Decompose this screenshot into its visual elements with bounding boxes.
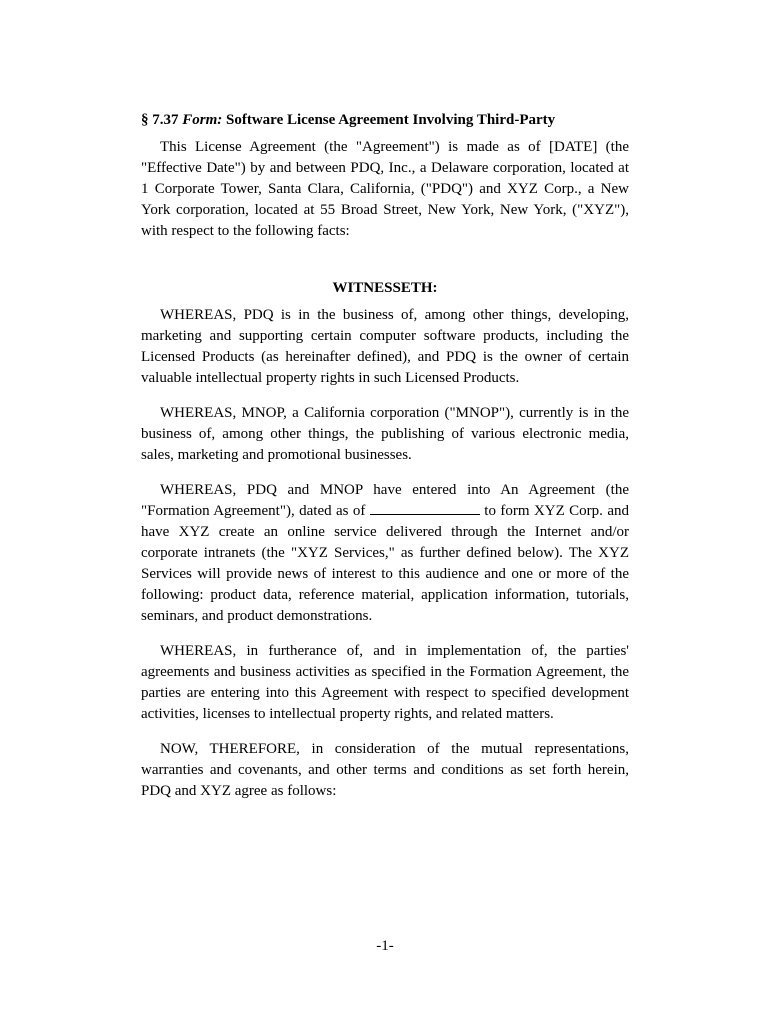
whereas-paragraph-3 — [141, 480, 629, 627]
whereas-3-text-after: to form XYZ Corp. and have XYZ create an online service delivered through the Internet and/or corporate intranets (the "XYZ Services," as further defined below). The XYZ Services will provide news of interest to this audience and one or more of the following: product data, reference material, application information, tutorials, seminars, and product demonstrations. — [141, 503, 630, 624]
form-label: Form: — [182, 112, 223, 128]
document-body — [141, 110, 629, 802]
whereas-3-text-before: WHEREAS, PDQ and MNOP have entered into An Agreement (the "Formation Agreement"), dated as of — [141, 482, 629, 519]
now-therefore-paragraph: NOW, THEREFORE, in consideration of the mutual representations, warranties and covenants, and other terms and conditions as set forth herein, PDQ and XYZ agree as follows: — [141, 741, 629, 799]
whereas-paragraph-2: WHEREAS, MNOP, a California corporation ("MNOP"), currently is in the business of, among other things, the publishing of various electronic media, sales, marketing and promotional businesses. — [141, 405, 629, 463]
witnesseth-heading: WITNESSETH: — [332, 280, 438, 296]
whereas-paragraph-4: WHEREAS, in furtherance of, and in implementation of, the parties' agreements and business activities as specified in the Formation Agreement, the parties are entering into this Agreement with respect to specified development activities, licenses to intellectual property rights, and related matters. — [141, 643, 629, 722]
whereas-paragraph-1: WHEREAS, PDQ is in the business of, among other things, developing, marketing and supporting certain computer software products, including the Licensed Products (as hereinafter defined), and PDQ is the owner of certain valuable intellectual property rights in such Licensed Products. — [141, 307, 629, 386]
date-blank-line — [370, 502, 480, 515]
section-heading — [141, 110, 629, 131]
section-title: Software License Agreement Involving Third-Party — [226, 112, 556, 128]
section-number: § 7.37 — [141, 112, 179, 128]
intro-paragraph: This License Agreement (the "Agreement") is made as of [DATE] (the "Effective Date") by and between PDQ, Inc., a Delaware corporation, located at 1 Corporate Tower, Santa Clara, California, ("PDQ") and XYZ Corp., a New York corporation, located at 55 Broad Street, New York, New York, ("XYZ"), with respect to the following facts: — [141, 139, 629, 239]
page-number: -1- — [376, 938, 394, 954]
